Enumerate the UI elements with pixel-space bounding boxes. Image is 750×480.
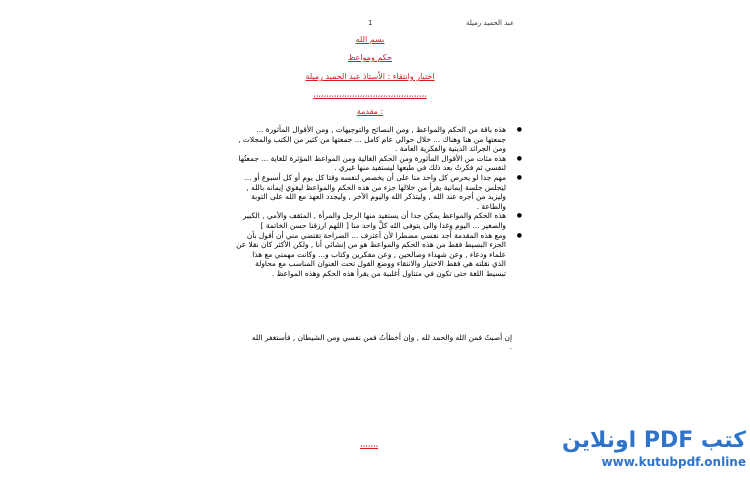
footer-dots: ،،،،،،، bbox=[360, 440, 379, 449]
list-item: ● هذه مئات من الأقوال المأثورة ومن الحكم الغالية ومن المواعظ المؤثرة للغاية ... جمعتُها لنفسي ثم فكرتُ بعد ذلك في طبعها ليستفيد منها غيري . bbox=[236, 154, 512, 173]
list-item: ● هذه الحكم والمواعظ يمكن جدا أن يستفيد منها الرجل والمرأة , المثقف والأمي , الكبير والصغير ... اليوم وغدا والى يتوفى الله كلَّ واحد منا [ اللهم ارزقنا حسن الخاتمة ] bbox=[236, 211, 512, 230]
header-author: عبد الحميد رميلة bbox=[466, 19, 515, 27]
list-item: ● هذه باقة من الحكم والمواعظ , ومن النصائح والتوجيهات , ومن الأقوال المأثورة ... جمعتها من هنا وهناك ... خلال حوالي عام كامل ... جمعتها من كثير من الكتب والمجلات , ومن الجرائد الدينية والفكرية العامة . bbox=[236, 125, 512, 154]
watermark-url: www.kutubpdf.online bbox=[601, 455, 746, 469]
compiler-line: اختيار وانتقاء : الأستاذ عبد الحميد رميلة bbox=[305, 72, 435, 81]
list-item: ● ومع هذه المقدمة أجد نفسي مضطرا لأن أعترف ... الصراحة تقتضي مني أن أقول بأن الجزء البسيط فقط من هذه الحكم والمواعظ هو من إنشائي أنا , ولكن الأكثر كان نقلا عن علماء ودعاء , وعن شهداء وصالحين , وعن مفكرين وكتاب و... وكانت مهمتي مع هذا الذي نقلته هي فقط الاختيار والانتقاء ووضع القول تحت العنوان المناسب مع محاولة تبسيط اللغة حتى تكون في متناول أغلبية من يقرأ هذه الحكم وهذه المواعظ . bbox=[236, 231, 512, 279]
page-number: 1 bbox=[368, 19, 373, 27]
divider-dots: ،،،،،،،،،،،،،،،،،،،،،،،،،،،،،،،،،،،،،،،،،،،، bbox=[313, 90, 427, 99]
list-item: ● مهم جدا لو يحرص كل واحد منا على أن يخصص لنفسه وقتا كل يوم أو كل أسبوع أو ... ليجلس جلسة إيمانية يقرأ من خلالها جزء من هذه الحكم والمواعظ ليقوي إيمانه بالله , وليزيد من أجره عند الله , وليتذكر الله واليوم الآخر , وليجدد العهد مع الله على التوبة والطاعة . bbox=[236, 173, 512, 211]
watermark-brand: كتب PDF اونلاين bbox=[561, 428, 746, 453]
intro-paragraph-list bbox=[236, 125, 512, 279]
basmala-heading: بسم الله bbox=[355, 35, 385, 44]
document-title: حكم ومواعظ bbox=[347, 53, 393, 62]
watermark bbox=[562, 428, 746, 470]
intro-heading: مقدمة : bbox=[356, 107, 384, 116]
closing-sentence: إن أصبتُ فمن الله والحمد لله , وإن أخطأتُ فمن نفسي ومن الشيطان , فأستغفر الله . bbox=[251, 333, 512, 351]
